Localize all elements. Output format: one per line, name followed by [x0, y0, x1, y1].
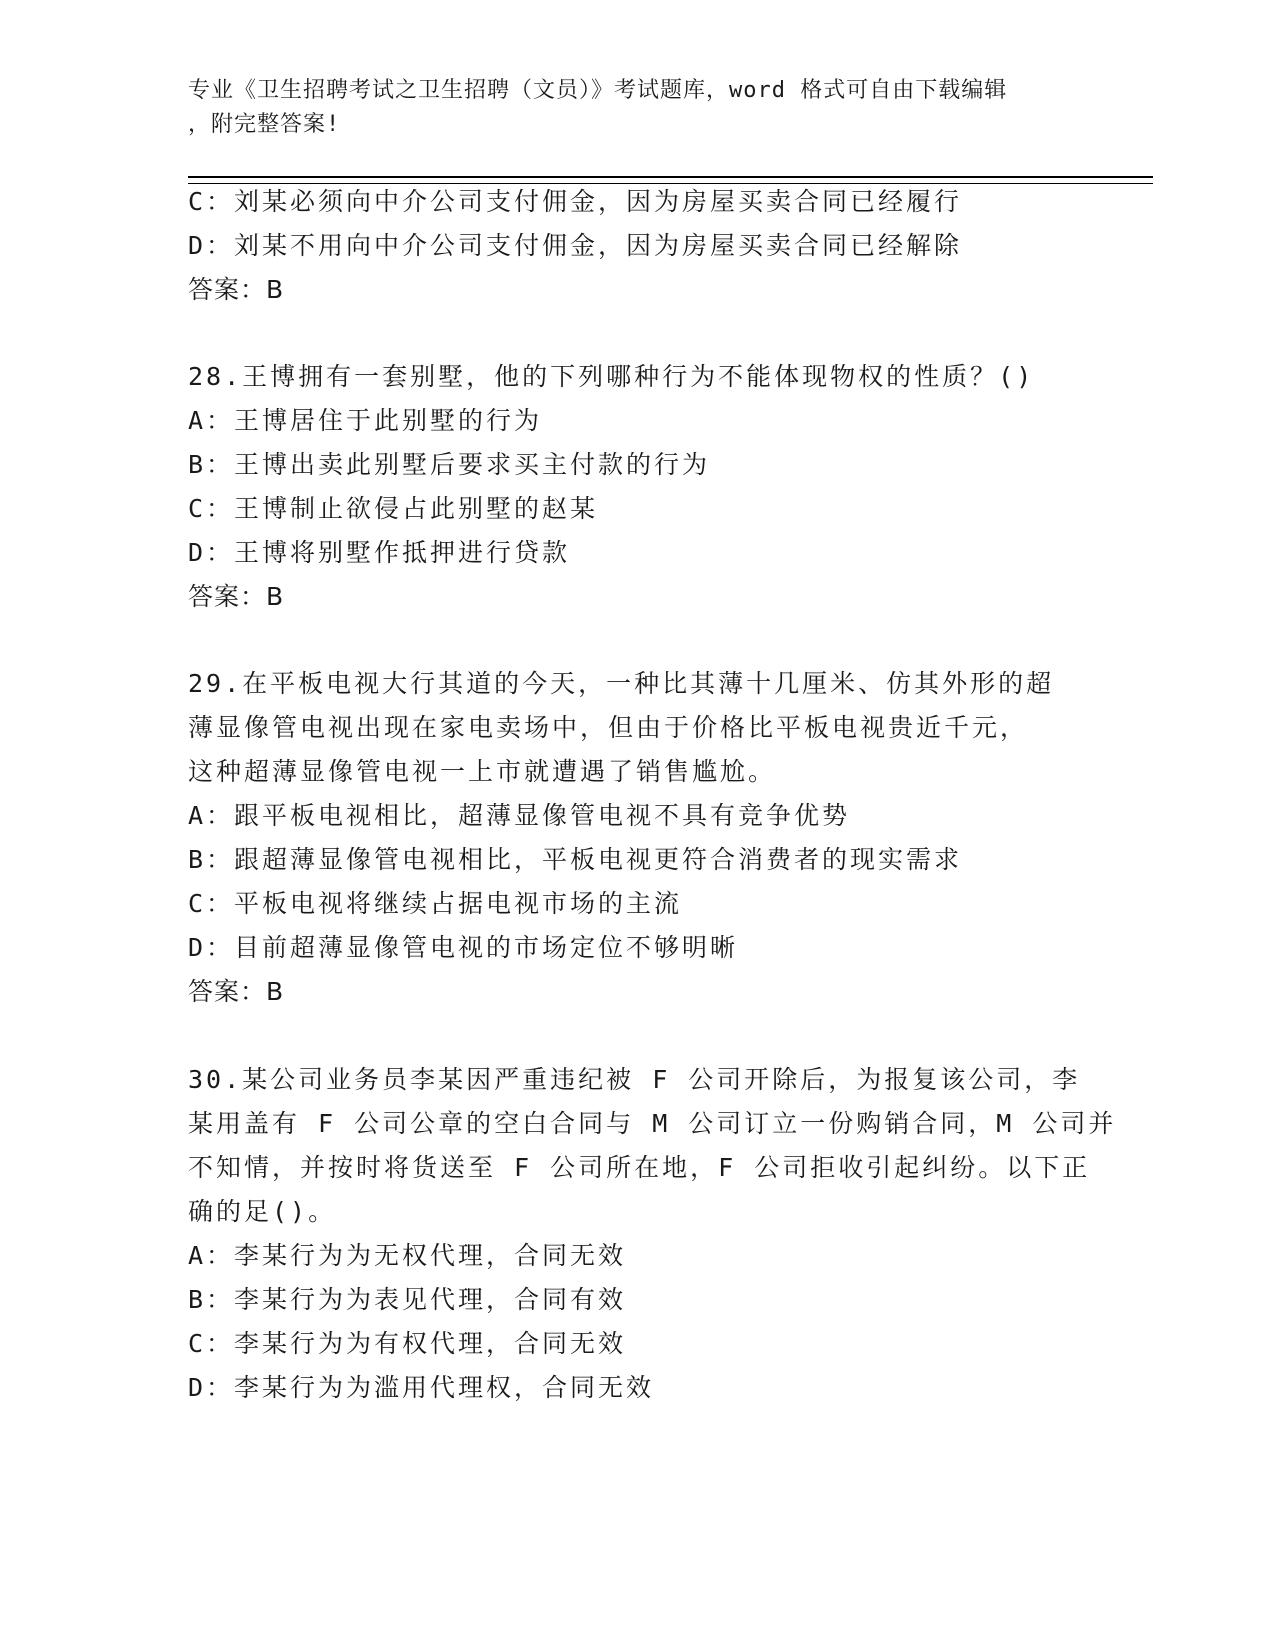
q30-stem-line-3: 不知情，并按时将货送至 F 公司所在地，F 公司拒收引起纠纷。以下正 — [188, 1153, 1091, 1182]
q29-stem-line-1: 29.在平板电视大行其道的今天，一种比其薄十几厘米、仿其外形的超 — [188, 669, 1055, 698]
q29-option-a: A：跟平板电视相比，超薄显像管电视不具有竞争优势 — [188, 801, 851, 830]
q27-answer: 答案：B — [188, 275, 285, 304]
q28-option-c: C：王博制止欲侵占此别墅的赵某 — [188, 494, 599, 523]
q28-stem: 28.王博拥有一套别墅，他的下列哪种行为不能体现物权的性质？() — [188, 362, 1035, 391]
q27-option-c: C：刘某必须向中介公司支付佣金，因为房屋买卖合同已经履行 — [188, 187, 963, 216]
q29-stem-line-2: 薄显像管电视出现在家电卖场中，但由于价格比平板电视贵近千元， — [188, 713, 1029, 742]
header-rule-thin — [188, 183, 1153, 184]
q29-option-d: D：目前超薄显像管电视的市场定位不够明晰 — [188, 933, 739, 962]
header-text — [188, 74, 1088, 142]
q30-stem-line-4: 确的足()。 — [188, 1197, 337, 1226]
q27-option-d: D：刘某不用向中介公司支付佣金，因为房屋买卖合同已经解除 — [188, 231, 963, 260]
q30-stem-line-1: 30.某公司业务员李某因严重违纪被 F 公司开除后，为报复该公司，李 — [188, 1065, 1081, 1094]
header-line-2: ，附完整答案! — [188, 112, 341, 137]
header-line-1: 专业《卫生招聘考试之卫生招聘（文员）》考试题库，word 格式可自由下载编辑 — [188, 78, 1008, 103]
header-rule-thick — [188, 176, 1153, 178]
q28-option-d: D：王博将别墅作抵押进行贷款 — [188, 538, 571, 567]
q30-option-a: A：李某行为为无权代理，合同无效 — [188, 1241, 627, 1270]
q29-answer: 答案：B — [188, 977, 285, 1006]
q30-option-b: B：李某行为为表见代理，合同有效 — [188, 1285, 627, 1314]
q29-option-b: B：跟超薄显像管电视相比，平板电视更符合消费者的现实需求 — [188, 845, 963, 874]
q30-stem-line-2: 某用盖有 F 公司公章的空白合同与 M 公司订立一份购销合同，M 公司并 — [188, 1109, 1117, 1138]
q30-option-c: C：李某行为为有权代理，合同无效 — [188, 1329, 627, 1358]
q29-stem-line-3: 这种超薄显像管电视一上市就遭遇了销售尴尬。 — [188, 757, 777, 786]
q29-option-c: C：平板电视将继续占据电视市场的主流 — [188, 889, 683, 918]
q30-option-d: D：李某行为为滥用代理权，合同无效 — [188, 1373, 655, 1402]
q28-option-b: B：王博出卖此别墅后要求买主付款的行为 — [188, 450, 711, 479]
q28-option-a: A：王博居住于此别墅的行为 — [188, 406, 543, 435]
q28-answer: 答案：B — [188, 582, 285, 611]
